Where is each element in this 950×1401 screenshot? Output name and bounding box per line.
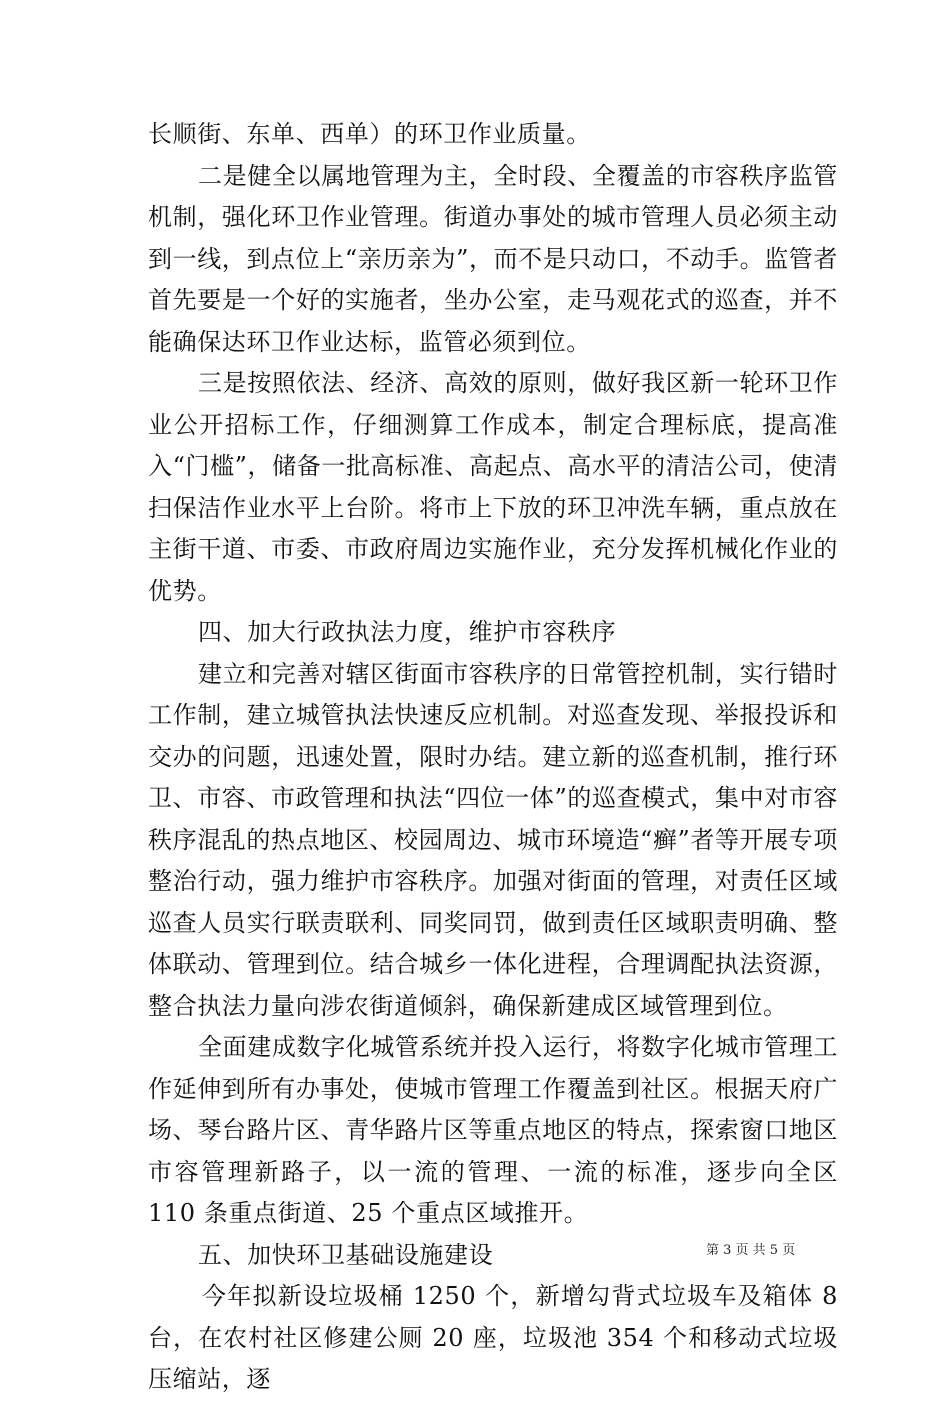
paragraph-item-2: 二是健全以属地管理为主，全时段、全覆盖的市容秩序监管机制，强化环卫作业管理。街道办事处的城市管理人员必须主动到一线，到点位上“亲历亲为”，而不是只动口，不动手。监管者首先要是一个好的实施者，坐办公室，走马观花式的巡查，并不能确保达环卫作业达标，监管必须到位。 <box>148 161 838 356</box>
section-heading-4: 四、加大行政执法力度，维护市容秩序 <box>198 618 617 646</box>
paragraph-digital-management: 全面建成数字化城管系统并投入运行，将数字化城市管理工作延伸到所有办事处，使城市管理工作覆盖到社区。根据天府广场、琴台路片区、青华路片区等重点地区的特点，探索窗口地区市容管理新路子，以一流的管理、一流的标准，逐步向全区 110 条重点街道、25 个重点区域推开。 <box>148 1033 838 1227</box>
document-body <box>148 114 838 1401</box>
page-number: 第 3 页 共 5 页 <box>706 1243 796 1258</box>
paragraph-continuation: 长顺街、东单、西单）的环卫作业质量。 <box>148 120 591 148</box>
paragraph-infrastructure: 今年拟新设垃圾桶 1250 个，新增勾背式垃圾车及箱体 8 台，在农村社区修建公厕 20 座，垃圾池 354 个和移动式垃圾压缩站，逐 <box>148 1282 838 1393</box>
paragraph-enforcement: 建立和完善对辖区街面市容秩序的日常管控机制，实行错时工作制，建立城管执法快速反应机制。对巡查发现、举报投诉和交办的问题，迅速处置，限时办结。建立新的巡查机制，推行环卫、市容、市政管理和执法“四位一体”的巡查模式，集中对市容秩序混乱的热点地区、校园周边、城市环境造“癣”者等开展专项整治行动，强力维护市容秩序。加强对街面的管理，对责任区域巡查人员实行联责联利、同奖同罚，做到责任区域职责明确、整体联动、管理到位。结合城乡一体化进程，合理调配执法资源，整合执法力量向涉农街道倾斜，确保新建成区域管理到位。 <box>148 659 838 1020</box>
paragraph-item-3: 三是按照依法、经济、高效的原则，做好我区新一轮环卫作业公开招标工作，仔细测算工作成本，制定合理标底，提高准入“门槛”，储备一批高标准、高起点、高水平的清洁公司，使清扫保洁作业水平上台阶。将市上下放的环卫冲洗车辆，重点放在主街干道、市委、市政府周边实施作业，充分发挥机械化作业的优势。 <box>148 369 838 605</box>
section-heading-5: 五、加快环卫基础设施建设 <box>198 1240 494 1269</box>
